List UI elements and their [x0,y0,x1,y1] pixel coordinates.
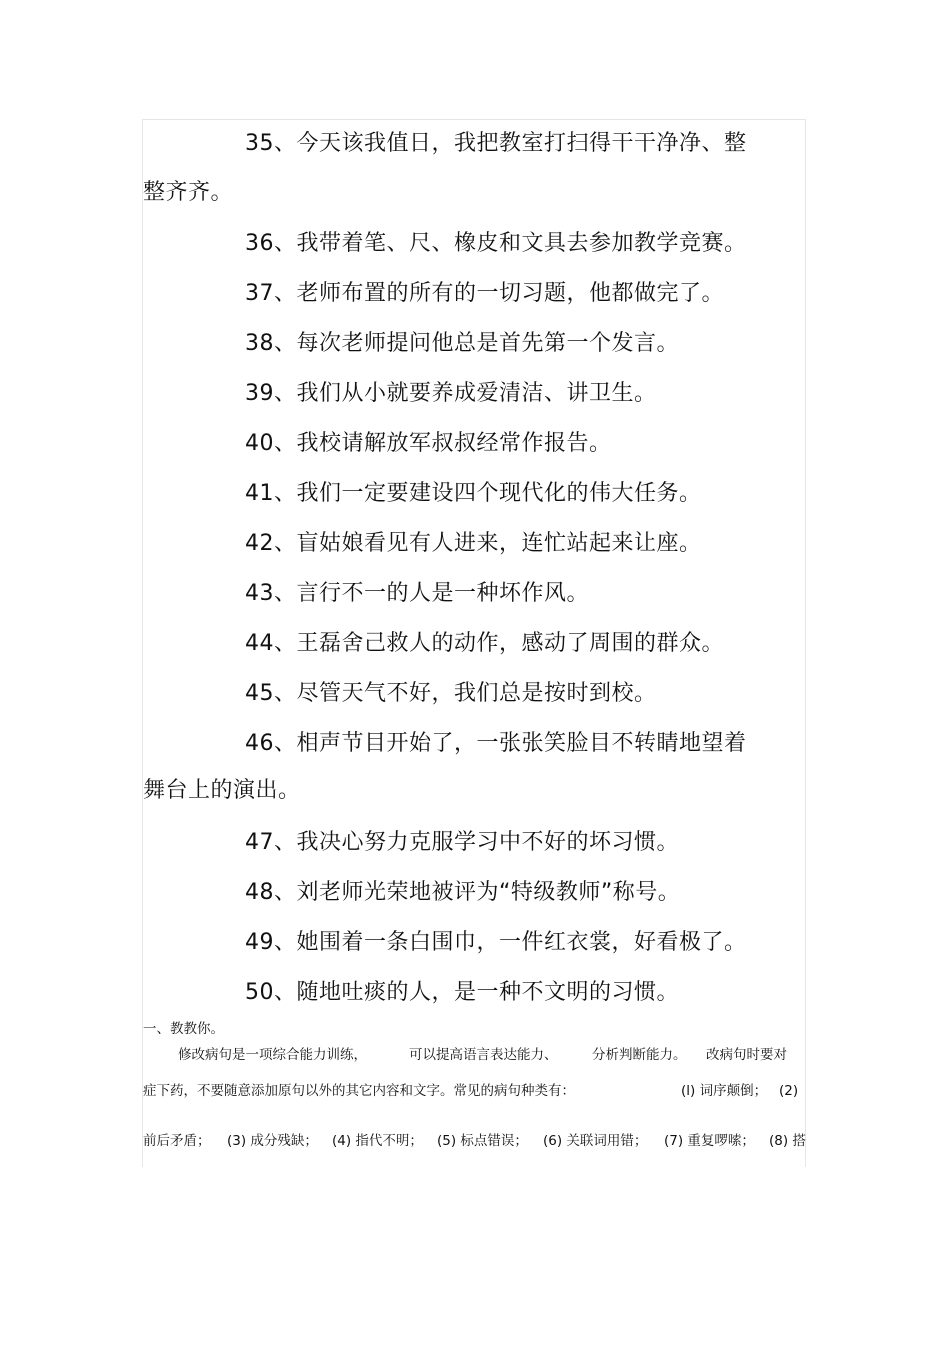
sentence-44: 44、王磊舍己救人的动作，感动了周围的群众。 [245,631,724,656]
sentence-41: 41、我们一定要建设四个现代化的伟大任务。 [245,481,702,506]
sentence-46-cont: 舞台上的演出。 [143,778,301,803]
para-1c: 分析判断能力。 [592,1047,687,1063]
sentence-35-cont: 整齐齐。 [143,180,234,205]
sentence-36: 36、我带着笔、尺、橡皮和文具去参加教学竞赛。 [245,231,747,256]
para-3c: (4) 指代不明； [332,1133,423,1149]
para-2a: 症下药，不要随意添加原句以外的其它内容和文字。常见的病句种类有： [143,1083,575,1099]
sentence-45: 45、尽管天气不好，我们总是按时到校。 [245,681,657,706]
sentence-42: 42、盲姑娘看见有人进来，连忙站起来让座。 [245,531,702,556]
sentence-48: 48、刘老师光荣地被评为“特级教师”称号。 [245,880,681,905]
para-2c: (2) [779,1083,799,1099]
sentence-37: 37、老师布置的所有的一切习题，他都做完了。 [245,281,724,306]
sentence-49: 49、她围着一条白围巾，一件红衣裳，好看极了。 [245,930,747,955]
sentence-43: 43、言行不一的人是一种坏作风。 [245,581,589,606]
sentence-46: 46、相声节目开始了，一张张笑脸目不转睛地望着 [245,731,747,756]
sentence-40: 40、我校请解放军叔叔经常作报告。 [245,431,612,456]
para-1a: 修改病句是一项综合能力训练， [178,1047,367,1063]
para-1b: 可以提高语言表达能力、 [409,1047,558,1063]
section-heading: 一、教教你。 [143,1021,224,1037]
sentence-47: 47、我决心努力克服学习中不好的坏习惯。 [245,830,679,855]
sentence-38: 38、每次老师提问他总是首先第一个发言。 [245,331,679,356]
para-3a: 前后矛盾； [143,1133,211,1149]
para-1d: 改病句时要对 [706,1047,787,1063]
para-3d: (5) 标点错误； [437,1133,528,1149]
sentence-39: 39、我们从小就要养成爱清洁、讲卫生。 [245,381,657,406]
para-3e: (6) 关联词用错； [543,1133,648,1149]
para-3g: (8) 搭 [769,1133,806,1149]
para-3b: (3) 成分残缺； [227,1133,318,1149]
sentence-35: 35、今天该我值日，我把教室打扫得干干净净、整 [245,131,747,156]
para-2b: (l) 词序颠倒； [681,1083,768,1099]
sentence-50: 50、随地吐痰的人，是一种不文明的习惯。 [245,980,679,1005]
para-3f: (7) 重复啰嗦； [664,1133,755,1149]
